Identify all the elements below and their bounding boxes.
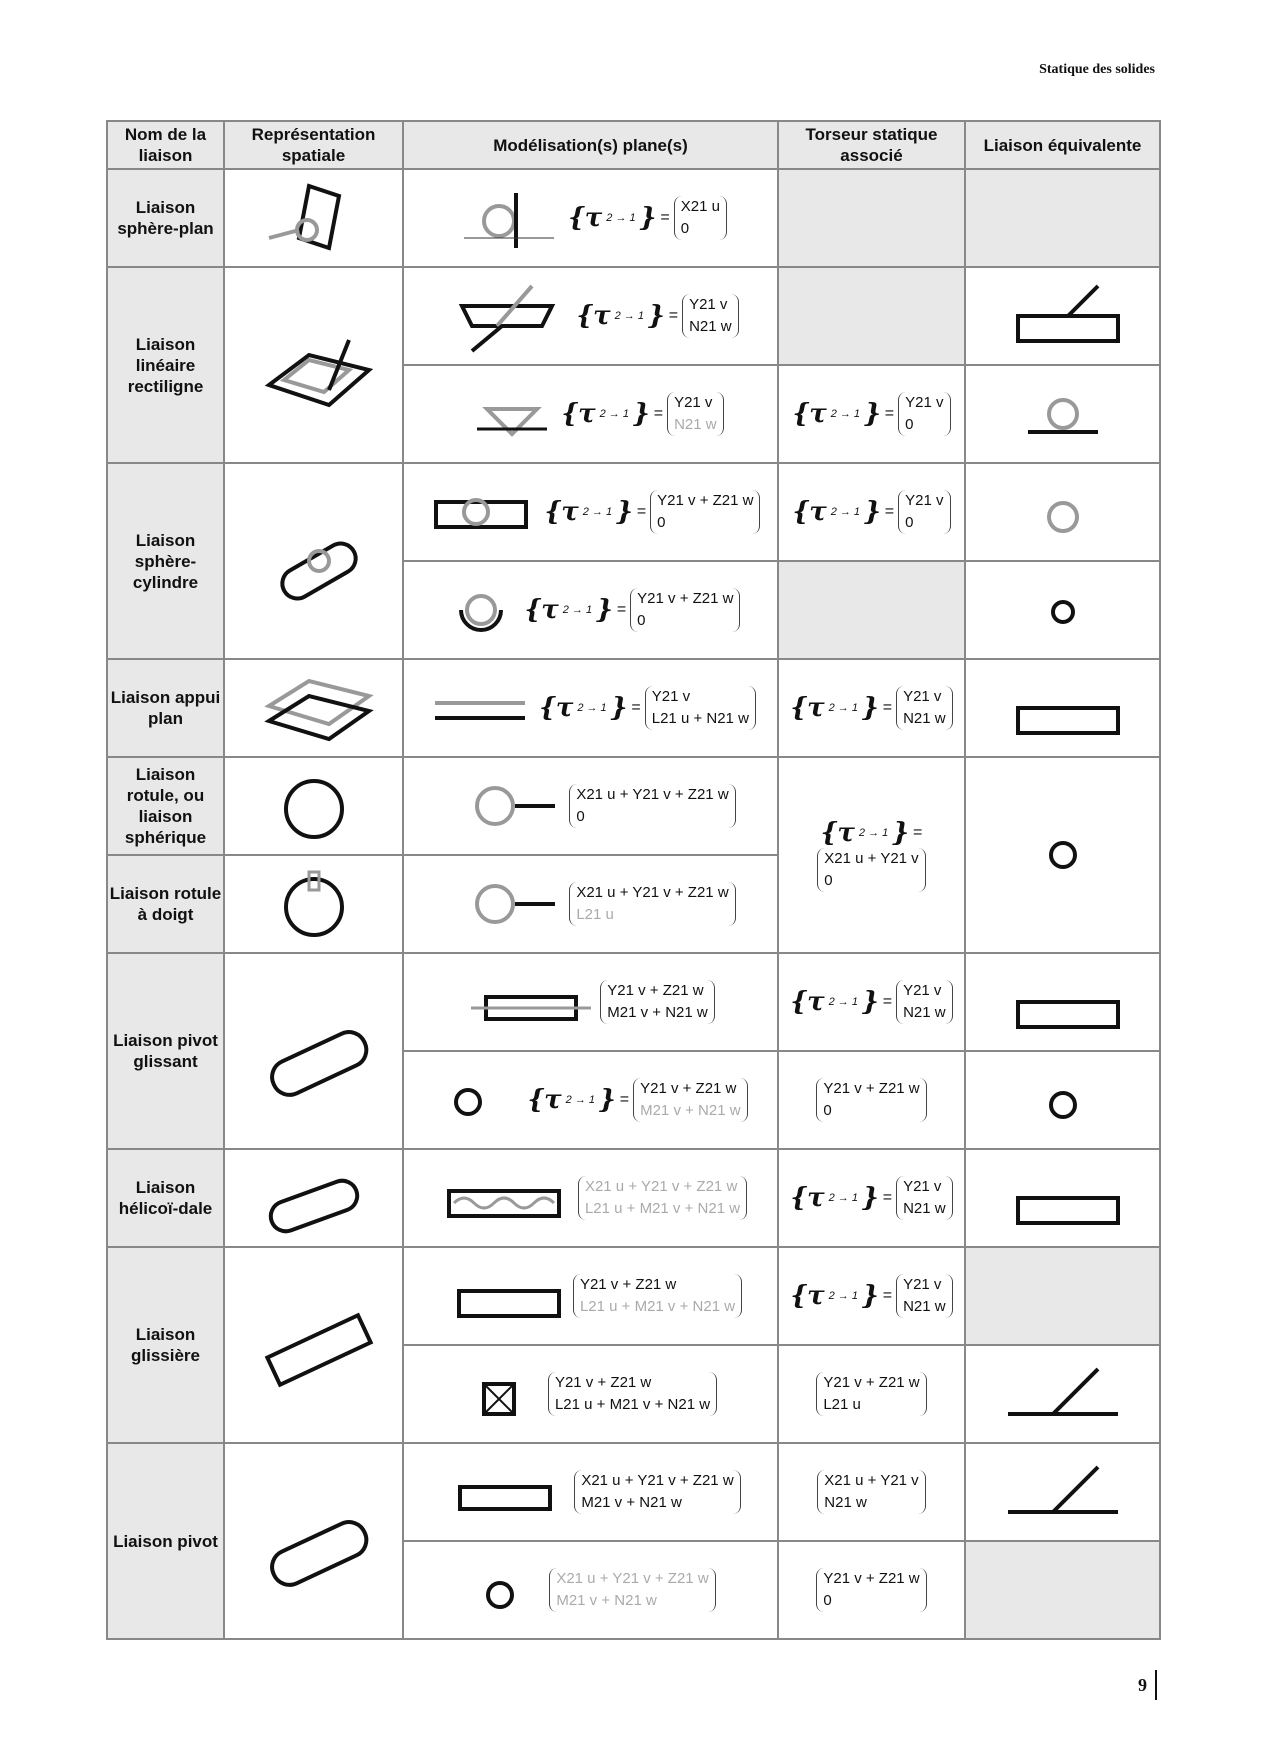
eq-line: Y21 v + Z21 w xyxy=(554,1374,652,1391)
torsor-cell: {τ 2 → 1 } = Y21 v N21 w xyxy=(778,953,965,1051)
empty-cell xyxy=(965,169,1160,267)
eq-line: Y21 v xyxy=(905,394,944,411)
row-name: Liaison sphère-plan xyxy=(107,169,224,267)
spatial-figure xyxy=(224,1247,403,1443)
eq-line: Y21 v xyxy=(674,394,713,411)
torsor-cell xyxy=(778,1443,965,1541)
eq-line: X21 u + Y21 v + Z21 w xyxy=(581,1472,734,1489)
eq-line: L21 u + N21 w xyxy=(651,710,749,727)
planar-figure: {τ 2 → 1 } = Y21 v + Z21 w 0 xyxy=(403,463,778,561)
eq-line: X21 u + Y21 v xyxy=(824,1472,919,1489)
row-name: Liaison pivot xyxy=(107,1443,224,1639)
torsor-cell xyxy=(778,1345,965,1443)
row-name: Liaison sphère-cylindre xyxy=(107,463,224,659)
equivalent-figure xyxy=(965,561,1160,659)
row-name: Liaison hélicoï-dale xyxy=(107,1149,224,1247)
eq-line: L21 u xyxy=(576,906,614,923)
eq-line: M21 v + N21 w xyxy=(581,1494,682,1511)
eq-line: N21 w xyxy=(903,1004,946,1021)
equivalent-figure xyxy=(965,953,1160,1051)
torsor-cell: {τ 2 → 1 } = Y21 v N21 w xyxy=(778,659,965,757)
spatial-figure xyxy=(224,659,403,757)
spatial-figure xyxy=(224,267,403,463)
eq-line: X21 u + Y21 v + Z21 w xyxy=(584,1178,738,1195)
planar-figure xyxy=(403,1247,778,1345)
planar-figure xyxy=(403,1443,778,1541)
equivalent-figure xyxy=(965,659,1160,757)
equivalent-figure xyxy=(965,267,1160,365)
planar-figure xyxy=(403,1345,778,1443)
eq-line: X21 u + Y21 v + Z21 w xyxy=(556,1570,709,1587)
eq-line: Y21 v + Z21 w xyxy=(657,492,754,509)
col-header-name: Nom de la liaison xyxy=(107,121,224,169)
eq-line: L21 u + M21 v + N21 w xyxy=(579,1298,736,1315)
spatial-figure xyxy=(224,757,403,855)
col-header-spatial: Représentation spatiale xyxy=(224,121,403,169)
eq-line: N21 w xyxy=(689,318,732,335)
row-name: Liaison rotule, ou liaison sphérique xyxy=(107,757,224,855)
planar-figure: {τ 2 → 1 } = Y21 v N21 w xyxy=(403,267,778,365)
col-header-torsor: Torseur statique associé xyxy=(778,121,965,169)
eq-line: Y21 v + Z21 w xyxy=(579,1276,677,1293)
eq-line: X21 u xyxy=(680,198,720,215)
empty-cell xyxy=(778,169,965,267)
equivalent-figure xyxy=(965,463,1160,561)
eq-line: Y21 v xyxy=(903,982,942,999)
running-header: Statique des solides xyxy=(1039,62,1155,77)
spatial-figure xyxy=(224,855,403,953)
eq-line: L21 u xyxy=(823,1396,861,1413)
equivalent-figure xyxy=(965,757,1160,953)
spatial-figure xyxy=(224,1443,403,1639)
eq-line: X21 u + Y21 v xyxy=(824,850,919,867)
eq-line: N21 w xyxy=(903,1200,946,1217)
eq-line: Y21 v + Z21 w xyxy=(637,590,734,607)
row-name: Liaison appui plan xyxy=(107,659,224,757)
eq-line: Y21 v xyxy=(903,688,942,705)
eq-line: Y21 v xyxy=(903,1178,942,1195)
planar-figure: {τ 2 → 1 } = Y21 v L21 u + N21 w xyxy=(403,659,778,757)
eq-line: X21 u + Y21 v + Z21 w xyxy=(576,786,729,803)
row-name: Liaison linéaire rectiligne xyxy=(107,267,224,463)
row-name: Liaison pivot glissant xyxy=(107,953,224,1149)
equivalent-figure xyxy=(965,1149,1160,1247)
torsor-cell: {τ 2 → 1 } = Y21 v N21 w xyxy=(778,1247,965,1345)
eq-line: L21 u + M21 v + N21 w xyxy=(584,1200,741,1217)
eq-line: Y21 v + Z21 w xyxy=(823,1570,920,1587)
row-name: Liaison glissière xyxy=(107,1247,224,1443)
eq-line: N21 w xyxy=(674,416,717,433)
empty-cell xyxy=(778,267,965,365)
eq-line: Y21 v xyxy=(905,492,944,509)
eq-line: X21 u + Y21 v + Z21 w xyxy=(576,884,729,901)
planar-figure xyxy=(403,953,778,1051)
eq-line: Y21 v + Z21 w xyxy=(640,1080,737,1097)
eq-line: Y21 v + Z21 w xyxy=(823,1080,920,1097)
empty-cell xyxy=(778,561,965,659)
torsor-cell: {τ 2 → 1 } = X21 u + Y21 v 0 xyxy=(778,757,965,953)
eq-line: M21 v + N21 w xyxy=(607,1004,708,1021)
planar-figure: {τ 2 → 1 } = Y21 v + Z21 w 0 xyxy=(403,561,778,659)
torsor-cell xyxy=(778,1541,965,1639)
torsor-cell: {τ 2 → 1 } = Y21 v N21 w xyxy=(778,1149,965,1247)
eq-line: M21 v + N21 w xyxy=(640,1102,741,1119)
spatial-figure xyxy=(224,953,403,1149)
eq-line: Y21 v xyxy=(903,1276,942,1293)
page-number-bar xyxy=(1155,1670,1157,1700)
planar-figure xyxy=(403,1541,778,1639)
col-header-equivalent: Liaison équivalente xyxy=(965,121,1160,169)
eq-line: Y21 v + Z21 w xyxy=(823,1374,920,1391)
eq-line: 0 xyxy=(824,872,833,889)
torsor-cell: {τ 2 → 1 } = Y21 v 0 xyxy=(778,463,965,561)
eq-line: 0 xyxy=(905,514,914,531)
eq-line: 0 xyxy=(680,220,690,237)
eq-line: Y21 v xyxy=(689,296,728,313)
equivalent-figure xyxy=(965,1051,1160,1149)
page-number: 9 xyxy=(1138,1675,1147,1695)
equivalent-figure xyxy=(965,365,1160,463)
spatial-figure xyxy=(224,463,403,659)
eq-line: 0 xyxy=(657,514,666,531)
planar-figure xyxy=(403,855,778,953)
eq-line: 0 xyxy=(905,416,914,433)
row-name: Liaison rotule à doigt xyxy=(107,855,224,953)
eq-line: 0 xyxy=(823,1102,832,1119)
liaisons-table xyxy=(106,120,1161,1640)
planar-figure: {τ 2 → 1 } = Y21 v + Z21 w M21 v + N21 w xyxy=(403,1051,778,1149)
planar-figure: {τ 2 → 1 } = X21 u 0 xyxy=(403,169,778,267)
planar-figure xyxy=(403,757,778,855)
eq-line: N21 w xyxy=(903,710,946,727)
eq-line: M21 v + N21 w xyxy=(556,1592,657,1609)
eq-line: Y21 v xyxy=(651,688,691,705)
eq-line: Y21 v + Z21 w xyxy=(607,982,704,999)
col-header-planar: Modélisation(s) plane(s) xyxy=(403,121,778,169)
empty-cell xyxy=(965,1541,1160,1639)
eq-line: 0 xyxy=(637,612,646,629)
torsor-cell: {τ 2 → 1 } = Y21 v 0 xyxy=(778,365,965,463)
eq-line: N21 w xyxy=(824,1494,867,1511)
planar-figure: {τ 2 → 1 } = Y21 v N21 w xyxy=(403,365,778,463)
eq-line: L21 u + M21 v + N21 w xyxy=(554,1396,711,1413)
torsor-cell xyxy=(778,1051,965,1149)
planar-figure xyxy=(403,1149,778,1247)
eq-line: 0 xyxy=(823,1592,832,1609)
eq-line: 0 xyxy=(576,808,585,825)
equivalent-figure xyxy=(965,1345,1160,1443)
spatial-figure xyxy=(224,169,403,267)
equivalent-figure xyxy=(965,1443,1160,1541)
spatial-figure xyxy=(224,1149,403,1247)
eq-line: N21 w xyxy=(903,1298,946,1315)
empty-cell xyxy=(965,1247,1160,1345)
